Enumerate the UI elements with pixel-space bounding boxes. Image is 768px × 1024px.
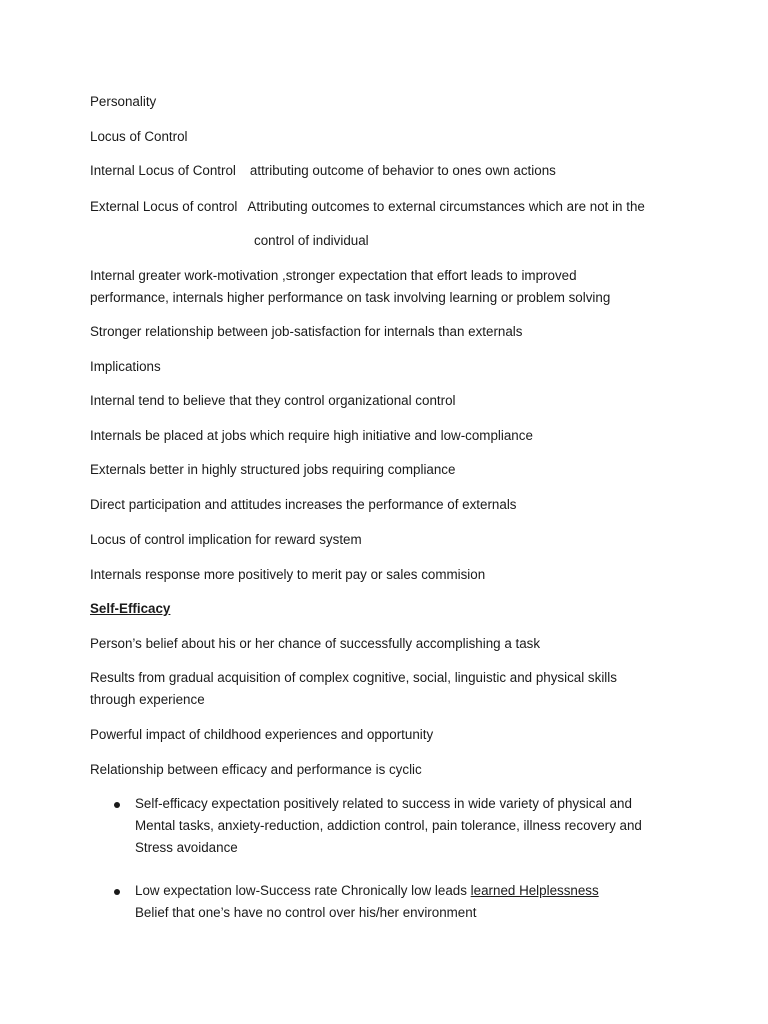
bullet-item-self-efficacy-expectation	[90, 793, 690, 859]
internal-locus-label: Internal Locus of Control	[90, 163, 236, 178]
line-internal-believe: Internal tend to believe that they control organizational control	[90, 393, 456, 408]
bullet-line	[135, 880, 680, 902]
bullet-item-low-expectation	[90, 880, 690, 924]
line-external-locus-continued: control of individual	[254, 233, 369, 248]
line-personality: Personality	[90, 94, 157, 109]
line-merit-pay: Internals response more positively to merit pay or sales commision	[90, 567, 486, 582]
bullet-text	[135, 880, 680, 924]
line-locus-of-control: Locus of Control	[90, 129, 188, 144]
bullet-line: Belief that one’s have no control over his/her environment	[135, 905, 477, 920]
line-results-2: through experience	[90, 692, 205, 707]
bullet-text	[135, 793, 680, 859]
line-reward-system: Locus of control implication for reward system	[90, 532, 362, 547]
line-externals-better: Externals better in highly structured jobs requiring compliance	[90, 462, 456, 477]
heading-self-efficacy: Self-Efficacy	[90, 601, 171, 616]
line-relationship-cyclic: Relationship between efficacy and performance is cyclic	[90, 762, 422, 777]
bullet-line-prefix: Low expectation low-Success rate Chronically low leads	[135, 883, 471, 898]
external-locus-definition: Attributing outcomes to external circumstances which are not in the	[247, 199, 645, 214]
line-internals-placed: Internals be placed at jobs which require high initiative and low-compliance	[90, 428, 533, 443]
internal-locus-definition: attributing outcome of behavior to ones own actions	[249, 163, 556, 178]
line-internal-para-2: performance, internals higher performance on task involving learning or problem solving	[90, 290, 611, 305]
line-powerful-impact: Powerful impact of childhood experiences and opportunity	[90, 727, 434, 742]
line-stronger-relationship: Stronger relationship between job-satisfaction for internals than externals	[90, 324, 523, 339]
bullet-icon	[114, 889, 120, 895]
external-locus-label: External Locus of control	[90, 199, 238, 214]
bullet-line: Mental tasks, anxiety-reduction, addiction control, pain tolerance, illness recovery and	[135, 818, 642, 833]
line-implications: Implications	[90, 359, 161, 374]
line-external-locus	[90, 196, 690, 218]
bullet-line: Stress avoidance	[135, 840, 238, 855]
line-internal-locus	[90, 160, 690, 182]
line-results-1: Results from gradual acquisition of complex cognitive, social, linguistic and physical skills	[90, 670, 617, 685]
line-internal-para-1: Internal greater work-motivation ,stronger expectation that effort leads to improved	[90, 268, 577, 283]
bullet-line: Self-efficacy expectation positively related to success in wide variety of physical and	[135, 796, 632, 811]
learned-helplessness-term: learned Helplessness	[470, 883, 599, 898]
line-direct-participation: Direct participation and attitudes increases the performance of externals	[90, 497, 517, 512]
line-persons-belief: Person’s belief about his or her chance of successfully accomplishing a task	[90, 636, 541, 651]
bullet-icon	[114, 802, 120, 808]
